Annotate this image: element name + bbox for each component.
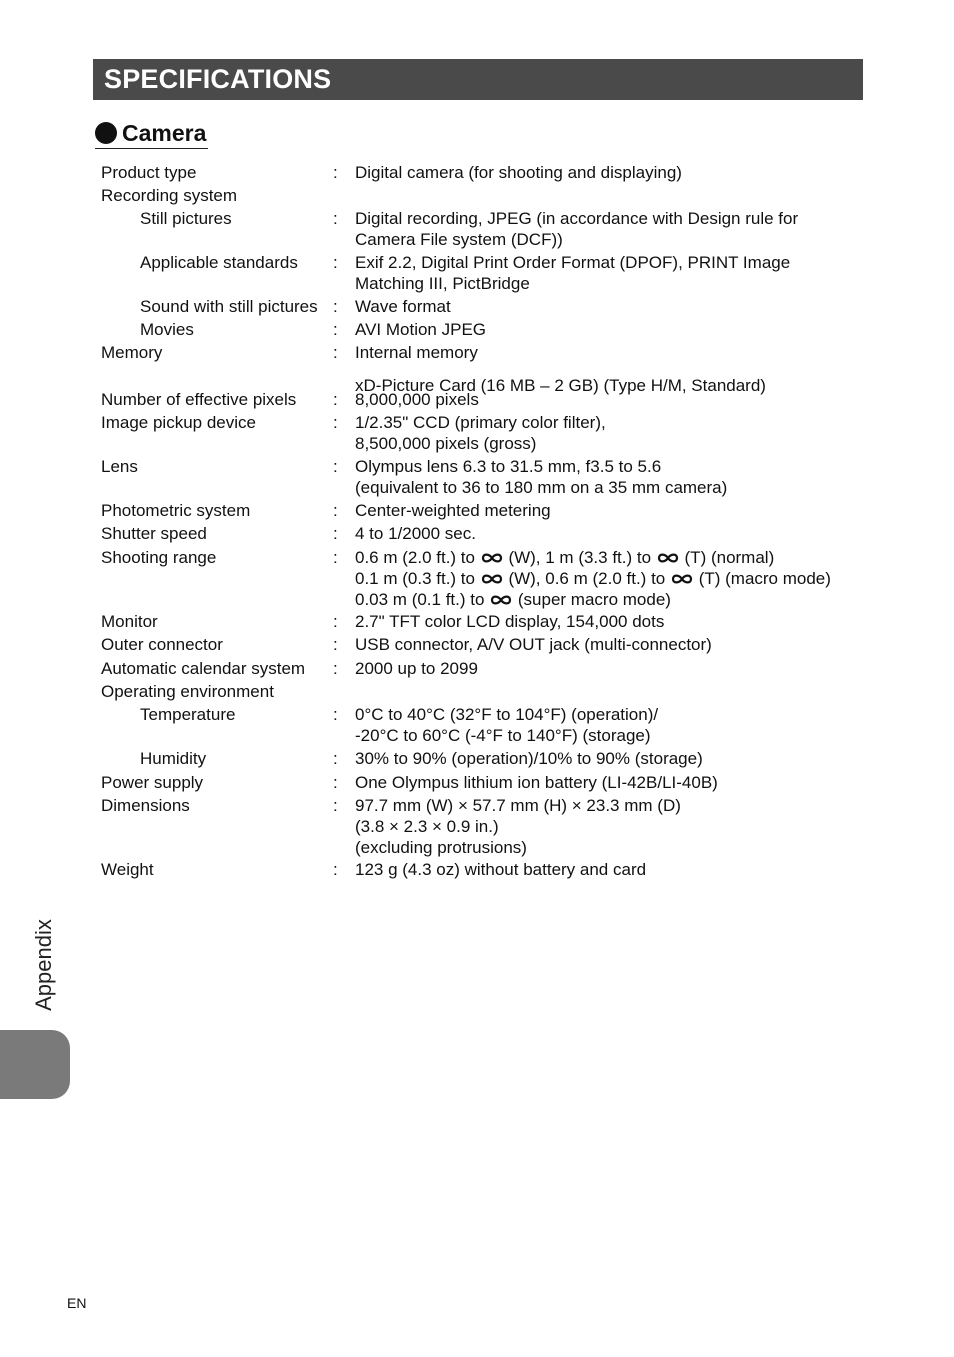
infinity-icon [480,573,504,585]
spec-value-line: AVI Motion JPEG [355,320,487,339]
spec-label: Movies [140,320,194,339]
spec-value-line: 0.1 m (0.3 ft.) to (W), 0.6 m (2.0 ft.) to (T) (macro mode) [355,569,831,588]
spec-colon: : [333,343,338,362]
spec-value-line: 0°C to 40°C (32°F to 104°F) (operation)/ [355,705,659,724]
infinity-icon [670,573,694,585]
spec-label: Power supply [101,773,204,792]
spec-value-line: Camera File system (DCF)) [355,230,563,249]
spec-label: Applicable standards [140,253,298,272]
spec-value-line: (3.8 × 2.3 × 0.9 in.) [355,817,499,836]
spec-label: Recording system [101,186,238,205]
spec-colon: : [333,860,338,879]
spec-label: Still pictures [140,209,232,228]
spec-value-line: 30% to 90% (operation)/10% to 90% (storage) [355,749,703,768]
spec-colon: : [333,548,338,567]
spec-label: Image pickup device [101,413,256,432]
spec-value-line: 1/2.35" CCD (primary color filter), [355,413,606,432]
appendix-tab [0,1030,70,1099]
appendix-side-label: Appendix [31,919,56,1011]
spec-value-line: Internal memory [355,343,478,362]
spec-label: Humidity [140,749,207,768]
spec-value-line: 8,500,000 pixels (gross) [355,434,537,453]
page-language: EN [67,1295,87,1311]
spec-label: Automatic calendar system [101,659,306,678]
spec-value-line: Matching III, PictBridge [355,274,530,293]
spec-colon: : [333,796,338,815]
spec-label: Dimensions [101,796,190,815]
spec-value-line: Digital camera (for shooting and displaying) [355,163,682,182]
spec-value-line: 123 g (4.3 oz) without battery and card [355,860,647,879]
spec-colon: : [333,501,338,520]
spec-colon: : [333,320,338,339]
spec-value-line: 2000 up to 2099 [355,659,478,678]
section-title: Camera [122,120,207,146]
spec-value-line: One Olympus lithium ion battery (LI-42B/LI-40B) [355,773,718,792]
spec-value-line: Center-weighted metering [355,501,551,520]
infinity-icon [480,552,504,564]
spec-value-line: 8,000,000 pixels [355,390,479,409]
spec-label: Weight [101,860,154,879]
page-title: SPECIFICATIONS [104,64,332,94]
spec-value-line: xD-Picture Card (16 MB – 2 GB) (Type H/M, Standard) [355,376,766,395]
spec-colon: : [333,297,338,316]
spec-value-line: (excluding protrusions) [355,838,527,857]
bullet-circle-icon [95,122,117,144]
spec-label: Memory [101,343,163,362]
spec-colon: : [333,390,338,409]
spec-label: Lens [101,457,138,476]
spec-label: Photometric system [101,501,251,520]
spec-colon: : [333,612,338,631]
spec-value-line: USB connector, A/V OUT jack (multi-connector) [355,635,712,654]
spec-value-line: 0.6 m (2.0 ft.) to (W), 1 m (3.3 ft.) to (T) (normal) [355,548,775,567]
spec-label: Sound with still pictures [140,297,318,316]
spec-colon: : [333,209,338,228]
spec-label: Product type [101,163,197,182]
spec-label: Outer connector [101,635,223,654]
spec-label: Shooting range [101,548,217,567]
spec-label: Shutter speed [101,524,207,543]
spec-value-line: 2.7" TFT color LCD display, 154,000 dots [355,612,665,631]
spec-label: Monitor [101,612,158,631]
spec-colon: : [333,253,338,272]
infinity-icon [489,594,513,606]
spec-value-line: Exif 2.2, Digital Print Order Format (DPOF), PRINT Image [355,253,791,272]
spec-colon: : [333,457,338,476]
spec-label: Operating environment [101,682,274,701]
spec-value-line: 97.7 mm (W) × 57.7 mm (H) × 23.3 mm (D) [355,796,681,815]
spec-colon: : [333,659,338,678]
spec-value-line: 4 to 1/2000 sec. [355,524,476,543]
spec-value-line: Olympus lens 6.3 to 31.5 mm, f3.5 to 5.6 [355,457,662,476]
spec-value-line: Wave format [355,297,451,316]
spec-colon: : [333,413,338,432]
section-heading [95,118,208,149]
spec-label: Number of effective pixels [101,390,297,409]
spec-label: Temperature [140,705,236,724]
spec-colon: : [333,163,338,182]
spec-colon: : [333,705,338,724]
spec-value-line: 0.03 m (0.1 ft.) to (super macro mode) [355,590,671,609]
spec-colon: : [333,749,338,768]
spec-value-line: (equivalent to 36 to 180 mm on a 35 mm camera) [355,478,728,497]
spec-colon: : [333,773,338,792]
spec-value-line: -20°C to 60°C (-4°F to 140°F) (storage) [355,726,651,745]
infinity-icon [656,552,680,564]
spec-colon: : [333,524,338,543]
spec-colon: : [333,635,338,654]
page-title-bar [93,59,863,100]
spec-value-line: Digital recording, JPEG (in accordance with Design rule for [355,209,799,228]
